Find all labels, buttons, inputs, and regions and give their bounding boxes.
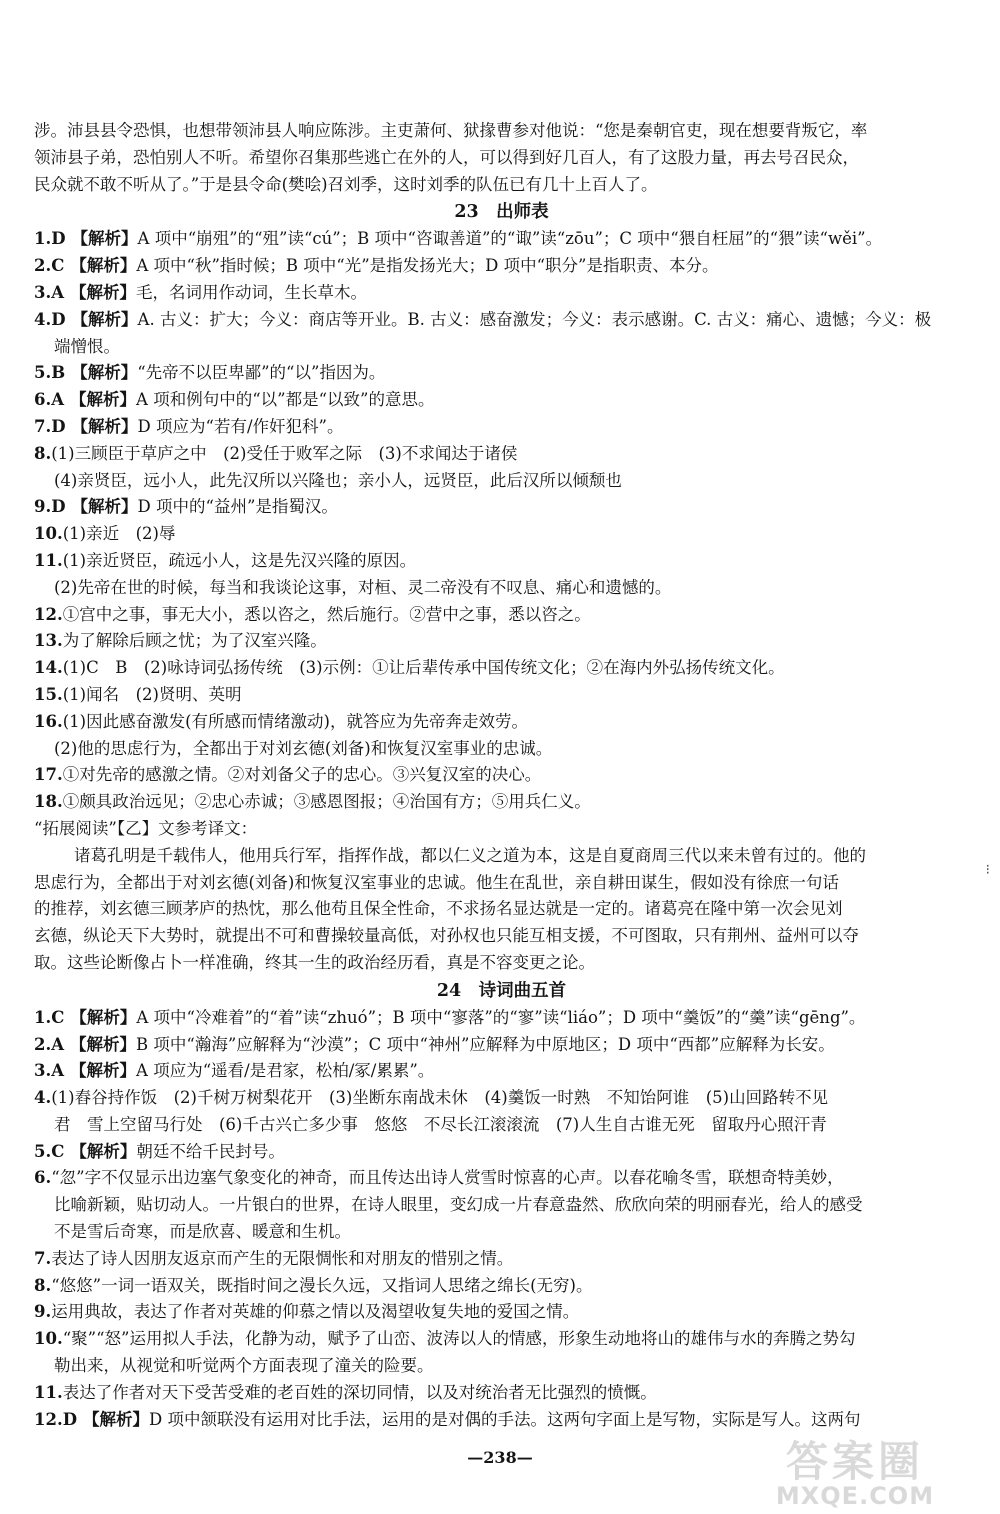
analysis-tag: 【解析】 [70, 390, 137, 410]
question-number: 11. [34, 550, 63, 570]
question-number: 3. [34, 282, 52, 302]
answer-text: ①颇具政治远见；②忠心赤诚；③感恩图报；④治国有方；⑤用兵仁义。 [62, 792, 591, 812]
margin-mark: ⁝ [985, 862, 990, 878]
answer-text: 表达了作者对天下受苦受难的老百姓的深切同情，以及对统治者无比强烈的愤慨。 [62, 1382, 657, 1402]
answer-line [34, 762, 969, 789]
answer-text: (1)三顾臣于草庐之中 (2)受任于败军之际 (3)不求闻达于诸侯 [51, 443, 518, 463]
analysis-tag: 【解析】 [70, 282, 137, 302]
intro-translation [34, 118, 969, 198]
analysis-tag: 【解析】 [71, 229, 138, 249]
question-number: 9. [34, 1302, 52, 1322]
answer-line [34, 307, 969, 334]
question-number: 5. [34, 363, 52, 383]
question-number: 10. [34, 524, 63, 544]
section-23-answers [34, 226, 969, 976]
answer-choice: D [51, 497, 66, 517]
answer-line [34, 682, 969, 709]
question-number: 15. [34, 684, 63, 704]
answer-choice: C [51, 1141, 65, 1161]
answer-choice: D [62, 1409, 78, 1429]
answer-text: B 项中“瀚海”应解释为“沙漠”；C 项中“神州”应解释为中原地区；D 项中“西都”应解释为长安。 [136, 1034, 835, 1054]
watermark-top: 答案圈 [785, 1437, 924, 1486]
question-number: 18. [34, 792, 63, 812]
answer-line [34, 494, 969, 521]
analysis-tag: 【解析】 [71, 416, 138, 436]
answer-text: 运用典故，表达了作者对英雄的仰慕之情以及渴望收复失地的爱国之情。 [51, 1302, 580, 1322]
question-number: 7. [34, 416, 52, 436]
answer-page [34, 118, 969, 1433]
watermark-bottom: MXQE.COM [775, 1482, 935, 1510]
answer-text: A 项和例句中的“以”都是“以致”的意思。 [136, 390, 435, 410]
answer-text: 表达了诗人因朋友返京而产生的无限惆怅和对朋友的惜别之情。 [51, 1248, 514, 1268]
answer-line [34, 870, 969, 897]
analysis-tag: 【解析】 [70, 256, 137, 276]
answer-text: 君 雪上空留马行处 (6)千古兴亡多少事 悠悠 不尽长江滚滚流 (7)人生自古谁无死 留取丹心照汗青 [54, 1114, 827, 1134]
answer-choice: A [51, 1034, 65, 1054]
analysis-tag: 【解析】 [71, 497, 138, 517]
answer-line [34, 1032, 969, 1059]
answer-text: (2)他的思虑行为，全都出于对刘玄德(刘备)和恢复汉室事业的忠诚。 [54, 738, 553, 758]
analysis-tag: 【解析】 [70, 1034, 137, 1054]
question-number: 17. [34, 765, 63, 785]
answer-text: (2)先帝在世的时候，每当和我谈论这事，对桓、灵二帝没有不叹息、痛心和遗憾的。 [54, 577, 672, 597]
answer-text: 的推荐，刘玄德三顾茅庐的热忱，那么他苟且保全性命，不求扬名显达就是一定的。诸葛亮在隆中第一次会见刘 [34, 899, 843, 919]
section-24-title: 24 诗词曲五首 [436, 980, 567, 1001]
answer-line [34, 1058, 969, 1085]
answer-line [34, 602, 969, 629]
analysis-tag: 【解析】 [70, 1061, 137, 1081]
question-number: 8. [34, 443, 52, 463]
question-number: 9. [34, 497, 52, 517]
answer-text: (1)C B (2)咏诗词弘扬传统 (3)示例：①让后辈传承中国传统文化；②在海内外弘扬传统文化。 [62, 658, 785, 678]
answer-line [34, 1353, 969, 1380]
answer-line [34, 1219, 969, 1246]
answer-line [34, 575, 969, 602]
answer-line [34, 1139, 969, 1166]
intro-line: 领沛县子弟，恐怕别人不听。希望你召集那些逃亡在外的人，可以得到好几百人，有了这股力量，再去号召民众， [34, 147, 859, 167]
answer-text: (4)亲贤臣，远小人，此先汉所以兴隆也；亲小人，远贤臣，此后汉所以倾颓也 [54, 470, 622, 490]
answer-choice: A [51, 390, 65, 410]
answer-text: (1)闻名 (2)贤明、英明 [62, 684, 242, 704]
answer-text: 端憎恨。 [54, 336, 120, 356]
section-24-answers [34, 1005, 969, 1434]
answer-text: “悠悠”一词一语双关，既指时间之漫长久远，又指词人思绪之绵长(无穷)。 [51, 1275, 593, 1295]
answer-text: “拓展阅读”【乙】文参考译文： [34, 818, 258, 838]
question-number: 4. [34, 1088, 52, 1108]
answer-line [34, 334, 969, 361]
answer-line [34, 441, 969, 468]
question-number: 11. [34, 1382, 63, 1402]
analysis-tag: 【解析】 [83, 1409, 150, 1429]
answer-choice: D [51, 309, 66, 329]
answer-text: 为了解除后顾之忧；为了汉室兴隆。 [62, 631, 327, 651]
answer-text: (1)舂谷持作饭 (2)千树万树梨花开 (3)坐断东南战未休 (4)羹饭一时熟 不知饴阿谁 (5)山回路转不见 [51, 1088, 829, 1108]
question-number: 13. [34, 631, 63, 651]
question-number: 10. [34, 1329, 63, 1349]
answer-line [34, 1085, 969, 1112]
answer-text: A 项中“崩殂”的“殂”读“cú”；B 项中“咨诹善道”的“诹”读“zōu”；C 项中“猥自枉屈”的“猥”读“wěi”。 [137, 229, 883, 249]
answer-text: 思虑行为，全都出于对刘玄德(刘备)和恢复汉室事业的忠诚。他生在乱世，亲自耕田谋生，假如没有徐庶一句话 [34, 872, 839, 892]
answer-text: A 项中“秋”指时候；B 项中“光”是指发扬光大；D 项中“职分”是指职责、本分。 [136, 256, 719, 276]
answer-text: 毛，名词用作动词，生长草木。 [136, 282, 368, 302]
answer-line [34, 789, 969, 816]
page-number: —238— [467, 1448, 533, 1467]
answer-line [34, 1273, 969, 1300]
question-number: 5. [34, 1141, 52, 1161]
answer-line [34, 655, 969, 682]
answer-choice: B [51, 363, 66, 383]
question-number: 2. [34, 1034, 52, 1054]
answer-text: ①对先帝的感激之情。②对刘备父子的忠心。③兴复汉室的决心。 [62, 765, 542, 785]
answer-text: A 项中“冷难着”的“着”读“zhuó”；B 项中“寥落”的“寥”读“liáo”；D 项中“羹饭”的“羹”读“gēng”。 [136, 1007, 866, 1027]
answer-text: “先帝不以臣卑鄙”的“以”指因为。 [137, 363, 386, 383]
question-number: 6. [34, 1168, 52, 1188]
question-number: 3. [34, 1061, 52, 1081]
answer-choice: A [51, 1061, 65, 1081]
answer-line [34, 709, 969, 736]
question-number: 14. [34, 658, 63, 678]
question-number: 12. [34, 1409, 63, 1429]
question-number: 4. [34, 309, 52, 329]
answer-text: 取。这些论断像占卜一样准确，终其一生的政治经历看，真是不容变更之论。 [34, 952, 595, 972]
intro-line: 涉。沛县县令恐惧，也想带领沛县人响应陈涉。主吏萧何、狱掾曹参对他说：“您是秦朝官吏，现在想要背叛它，率 [34, 121, 868, 140]
answer-line [34, 414, 969, 441]
answer-line [34, 843, 969, 870]
answer-line [34, 896, 969, 923]
answer-text: 朝廷不给千民封号。 [136, 1141, 285, 1161]
answer-text: A. 古义：扩大；今义：商店等开业。B. 古义：感奋激发；今义：表示感谢。C. 古义：痛心、遗憾；今义：极 [137, 309, 932, 329]
watermark-logo [740, 1437, 970, 1510]
answer-choice: C [51, 1007, 65, 1027]
answer-line [34, 1112, 969, 1139]
answer-text: A 项应为“遥看/是君家，松柏/冢/累累”。 [136, 1061, 435, 1081]
answer-choice: C [51, 256, 65, 276]
question-number: 2. [34, 256, 52, 276]
answer-line [34, 548, 969, 575]
answer-text: ①宫中之事，事无大小，悉以咨之，然后施行。②营中之事，悉以咨之。 [62, 604, 591, 624]
question-number: 1. [34, 229, 52, 249]
answer-line [34, 521, 969, 548]
answer-text: D 项应为“若有/作奸犯科”。 [137, 416, 344, 436]
answer-choice: A [51, 282, 65, 302]
answer-text: (1)亲近贤臣，疏远小人，这是先汉兴隆的原因。 [62, 550, 417, 570]
question-number: 12. [34, 604, 63, 624]
answer-line [34, 1005, 969, 1032]
answer-line [34, 1165, 969, 1192]
answer-text: 玄德，纵论天下大势时，就提出不可和曹操较量高低，对孙权也只能互相支援，不可图取，只有荆州、益州可以夺 [34, 926, 859, 946]
answer-line [34, 253, 969, 280]
answer-line [34, 1192, 969, 1219]
answer-line [34, 950, 969, 977]
answer-text: D 项中颔联没有运用对比手法，运用的是对偶的手法。这两句字面上是写物，实际是写人。这两句 [149, 1409, 861, 1429]
answer-line [34, 280, 969, 307]
answer-line [34, 628, 969, 655]
answer-line [34, 1407, 969, 1434]
question-number: 6. [34, 390, 52, 410]
answer-text: 勒出来，从视觉和听觉两个方面表现了潼关的险要。 [54, 1356, 434, 1376]
answer-text: (1)亲近 (2)辱 [62, 524, 176, 544]
answer-text: 不是雪后奇寒，而是欣喜、暖意和生机。 [54, 1222, 351, 1242]
answer-line [34, 468, 969, 495]
question-number: 8. [34, 1275, 52, 1295]
answer-line [34, 1326, 969, 1353]
intro-line: 民众就不敢不听从了。”于是县令命(樊哙)召刘季，这时刘季的队伍已有几十上百人了。 [34, 174, 658, 194]
analysis-tag: 【解析】 [70, 1141, 137, 1161]
section-23-title: 23 出师表 [454, 202, 549, 223]
question-number: 16. [34, 711, 63, 731]
answer-line [34, 226, 969, 253]
answer-line [34, 816, 969, 843]
answer-line [34, 923, 969, 950]
answer-text: “忽”字不仅显示出边塞气象变化的神奇，而且传达出诗人赏雪时惊喜的心声。以春花喻冬雪，联想奇特美妙， [51, 1168, 844, 1188]
question-number: 7. [34, 1248, 52, 1268]
answer-line [34, 1246, 969, 1273]
answer-choice: D [51, 416, 66, 436]
answer-line [34, 1380, 969, 1407]
answer-text: 诸葛孔明是千载伟人，他用兵行军，指挥作战，都以仁义之道为本，这是自夏商周三代以来未曾有过的。他的 [74, 845, 866, 865]
answer-text: D 项中的“益州”是指蜀汉。 [137, 497, 338, 517]
answer-text: (1)因此感奋激发(有所感而情绪激动)，就答应为先帝奔走效劳。 [62, 711, 528, 731]
analysis-tag: 【解析】 [71, 309, 138, 329]
analysis-tag: 【解析】 [71, 363, 138, 383]
answer-text: 比喻新颖，贴切动人。一片银白的世界，在诗人眼里，变幻成一片春意盎然、欣欣向荣的明丽春光，给人的感受 [54, 1195, 863, 1215]
answer-line [34, 1299, 969, 1326]
answer-text: “聚”“怒”运用拟人手法，化静为动，赋予了山峦、波涛以人的情感，形象生动地将山的雄伟与水的奔腾之势勾 [62, 1329, 856, 1349]
question-number: 1. [34, 1007, 52, 1027]
analysis-tag: 【解析】 [70, 1007, 137, 1027]
answer-line [34, 736, 969, 763]
answer-line [34, 360, 969, 387]
answer-choice: D [51, 229, 66, 249]
answer-line [34, 387, 969, 414]
